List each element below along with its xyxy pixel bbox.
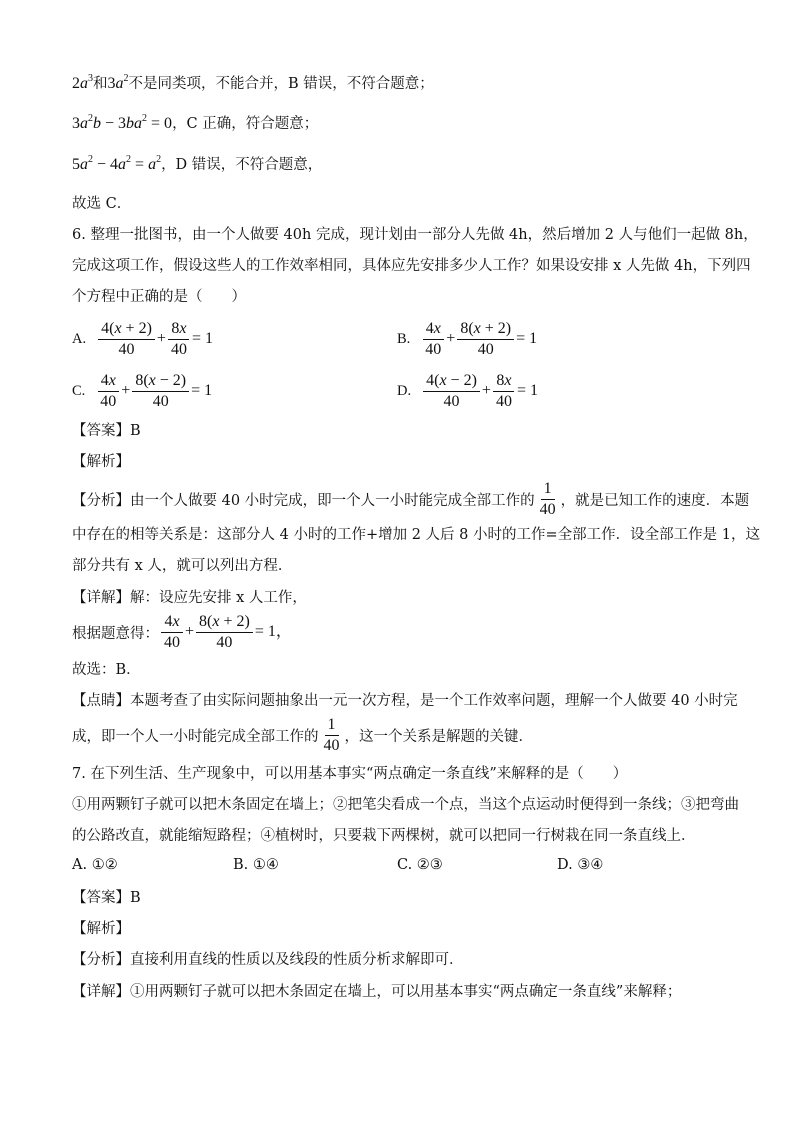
q7-xiangjie: 【详解】①用两颗钉子就可以把木条固定在墙上，可以用基本事实“两点确定一条直线”来解释； [72,984,682,1000]
line-choose-c: 故选 C． [72,196,132,212]
q6-answer: 【答案】B [72,423,141,439]
q7-stem-line-1: 7. 在下列生活、生产现象中，可以用基本事实“两点确定一条直线”来解释的是（ ） [72,766,628,782]
q6-xiangjie-line-3: 故选：B． [72,662,141,678]
math-equation: $\frac{4x}{40}$ + $\frac{8(x + 2)}{40}$ = 1， [159,613,292,652]
q6-stem-line-2: 完成这项工作，假设这些人的工作效率相同，具体应先安排多少人工作？如果设安排 x 人先做 4h，下列四 [72,258,751,274]
q6-option-a: A. $\frac{4(x + 2)}{40}$ + $\frac{8x}{40}$ = 1 [72,320,213,358]
q6-fenxi-line-2: 中存在的相等关系是：这部分人 4 小时的工作+增加 2 人后 8 小时的工作=全部工作．设全部工作是 1，这 [72,527,760,543]
q6-fenxi-line-1: 【分析】由一个人做要 40 小时完成，即一个人一小时能完成全部工作的 $\frac{1}{40}$ ，就是已知工作的速度．本题 [72,480,750,518]
q6-stem-line-3: 个方程中正确的是（ ） [72,289,246,305]
q7-stem-line-3: 的公路改直，就能缩短路程；④植树时，只要栽下两棵树，就可以把同一行树栽在同一条直线上． [72,828,696,844]
math-expression: $3a^2$ [107,73,129,92]
fraction-1-over-40: $\frac{1}{40}$ [323,716,340,754]
q6-fenxi-line-3: 部分共有 x 人，就可以列出方程． [72,558,293,574]
math-equation: $\frac{4(x - 2)}{40}$ + $\frac{8x}{40}$ = 1 [421,372,538,411]
math-expression: $2a^3$ [72,73,93,92]
q6-option-d: D. $\frac{4(x - 2)}{40}$ + $\frac{8x}{40}$ = 1 [397,372,538,410]
math-equation: $\frac{4(x + 2)}{40}$ + $\frac{8x}{40}$ = 1 [96,320,213,359]
q7-option-a: A. ①② [72,857,118,873]
q6-xiangjie-line-1: 【详解】解：设应先安排 x 人工作， [72,590,307,606]
line-option-c-check: $3a^2b - 3ba^2 = 0$，C 正确，符合题意； [72,113,319,132]
q6-option-b: B. $\frac{4x}{40}$ + $\frac{8(x + 2)}{40}$ = 1 [397,320,538,358]
q6-dianjing-line-1: 【点睛】本题考查了由实际问题抽象出一元一次方程，是一个工作效率问题，理解一个人做要 40 小时完 [72,693,738,709]
line-option-d-check: $5a^2 - 4a^2 = a^2$，D 错误，不符合题意， [72,154,323,173]
q7-answer: 【答案】B [72,890,141,906]
q7-option-c: C. ②③ [397,857,443,873]
math-expression: $5a^2 - 4a^2 = a^2$ [72,154,162,173]
q7-stem-line-2: ①用两颗钉子就可以把木条固定在墙上；②把笔尖看成一个点，当这个点运动时便得到一条线；③把弯曲 [72,797,739,813]
q6-analysis-heading: 【解析】 [72,454,130,470]
q7-fenxi: 【分析】直接利用直线的性质以及线段的性质分析求解即可． [72,952,464,968]
math-equation: $\frac{4x}{40}$ + $\frac{8(x - 2)}{40}$ = 1 [95,372,212,411]
q7-analysis-heading: 【解析】 [72,921,130,937]
q6-option-c: C. $\frac{4x}{40}$ + $\frac{8(x - 2)}{40}$ = 1 [72,372,213,410]
q6-xiangjie-line-2: 根据题意得： $\frac{4x}{40}$ + $\frac{8(x + 2)}{40}$ = 1， [72,613,292,651]
q7-option-d: D. ③④ [557,857,604,873]
q6-dianjing-line-2: 成，即一个人一小时能完成全部工作的 $\frac{1}{40}$ ，这一个关系是解题的关键． [72,716,533,754]
math-equation: $\frac{4x}{40}$ + $\frac{8(x + 2)}{40}$ = 1 [420,320,537,359]
fraction-1-over-40: $\frac{1}{40}$ [539,480,556,518]
q6-stem-line-1: 6. 整理一批图书，由一个人做要 40h 完成，现计划由一部分人先做 4h，然后增加 2 人与他们一起做 8h， [72,227,758,243]
line-2a3-3a2: $2a^3$和$3a^2$不是同类项，不能合并，B 错误，不符合题意； [72,73,434,92]
math-expression: $3a^2b - 3ba^2 = 0$ [72,113,173,132]
q7-option-b: B. ①④ [233,857,279,873]
